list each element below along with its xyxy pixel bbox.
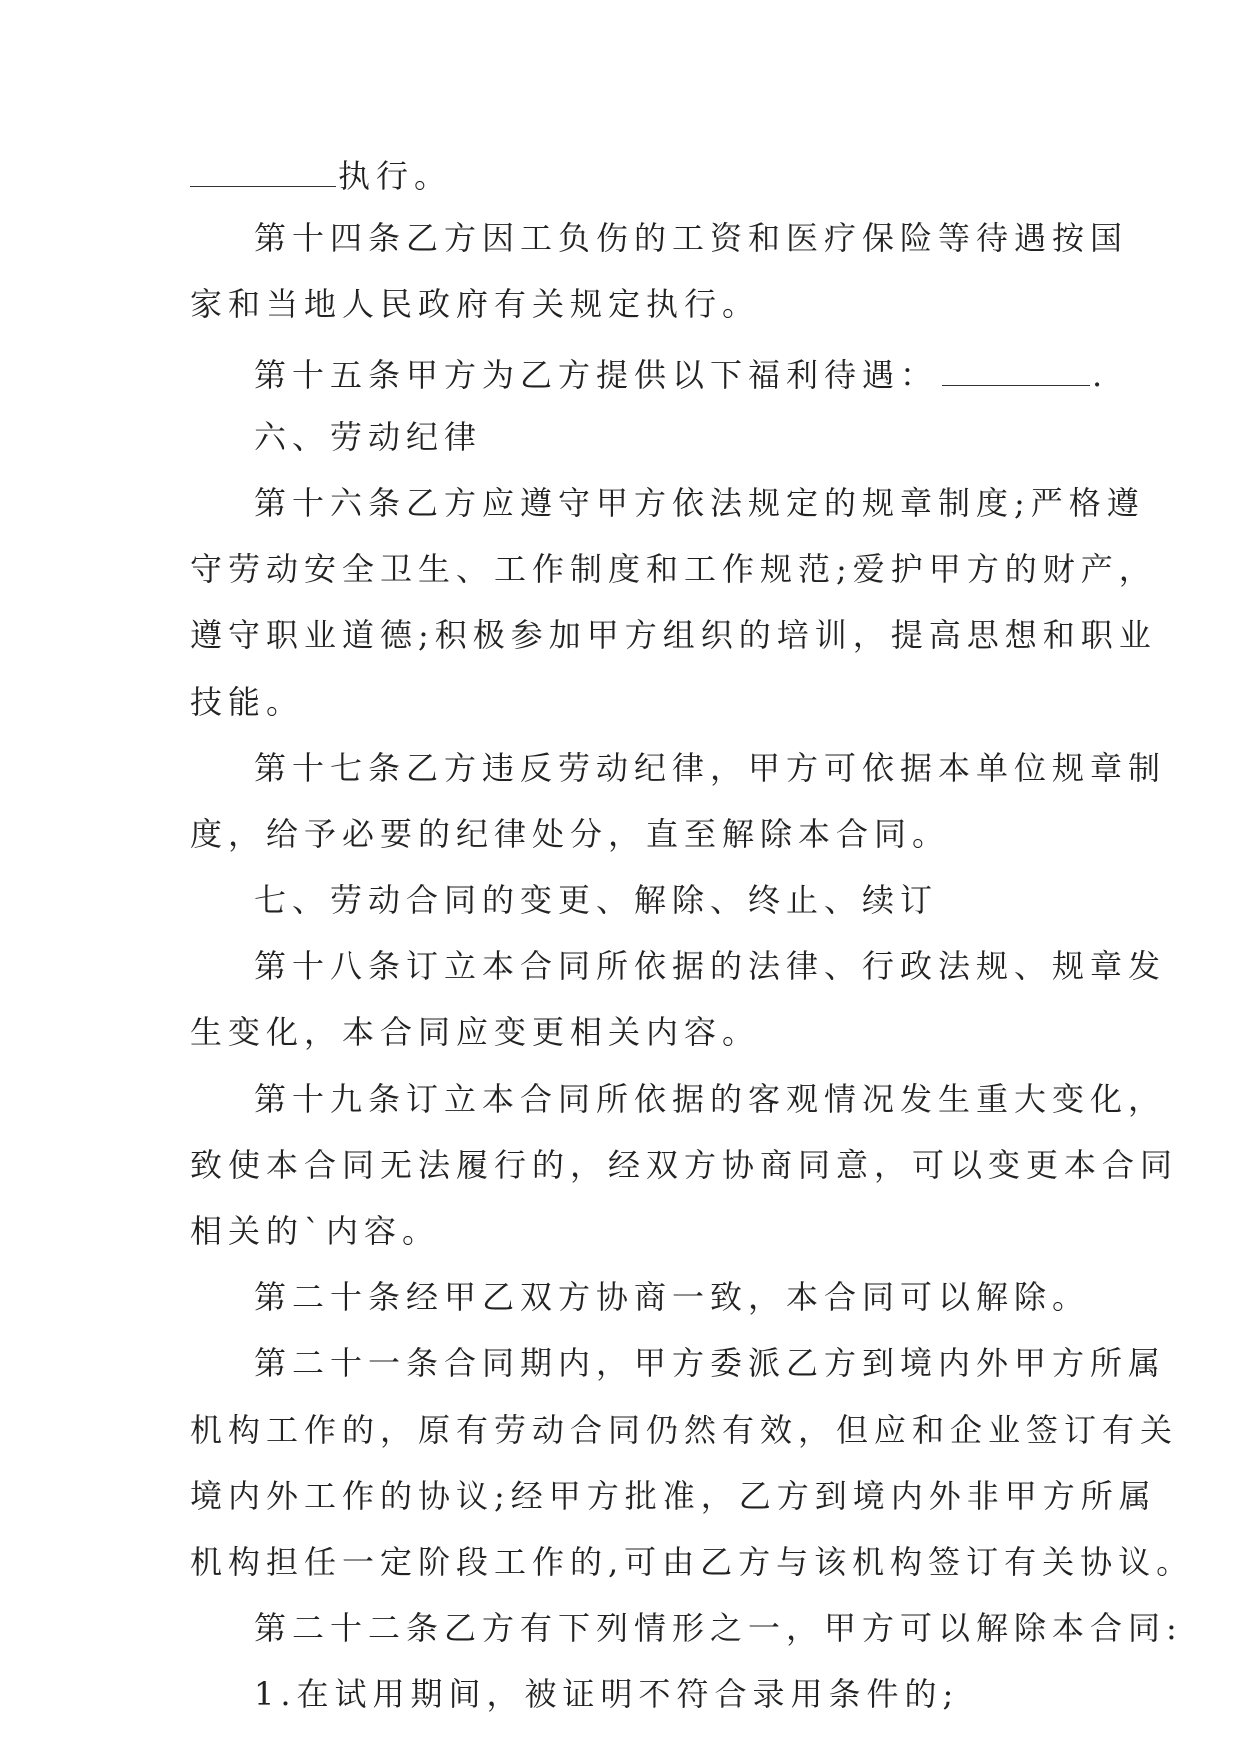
section-heading-6 (190, 417, 1060, 456)
document-body (190, 156, 1195, 1745)
article-19-line-3 (190, 1212, 1060, 1250)
line-text: 第十九条订立本合同所依据的客观情况发生重大变化， (254, 1079, 1167, 1118)
article-16-line-1 (190, 483, 1145, 522)
line-text: 家和当地人民政府有关规定执行。 (190, 285, 761, 324)
line-text: 生变化，本合同应变更相关内容。 (190, 1013, 761, 1052)
fill-in-blank (942, 355, 1090, 386)
article-19-line-1 (190, 1079, 1167, 1118)
line-text: 守劳动安全卫生、工作制度和工作规范;爱护甲方的财产， (190, 550, 1157, 589)
line-text: 第十七条乙方违反劳动纪律，甲方可依据本单位规章制 (254, 748, 1167, 787)
article-14-line-2 (190, 285, 1060, 324)
article-17-line-1 (190, 748, 1167, 787)
line-text: 第二十一条合同期内，甲方委派乙方到境内外甲方所属 (254, 1344, 1167, 1383)
line-text: 1.在试用期间，被证明不符合录用条件的; (254, 1675, 960, 1714)
article-15-line (190, 355, 1109, 394)
article-20-line (190, 1278, 1091, 1317)
article-16-line-3 (190, 616, 1157, 655)
line-text: 第十四条乙方因工负伤的工资和医疗保险等待遇按国 (254, 219, 1129, 258)
article-21-line-4 (190, 1542, 1195, 1581)
article-18-line-1 (190, 947, 1167, 986)
line-text: 机构工作的，原有劳动合同仍然有效，但应和企业签订有关 (190, 1410, 1179, 1449)
article-16-line-4 (190, 682, 1060, 721)
section-heading-text: 六、劳动纪律 (254, 417, 483, 456)
article-18-line-2 (190, 1013, 1060, 1052)
line-text: 度，给予必要的纪律处分，直至解除本合同。 (190, 814, 951, 853)
line-text: 相关的`内容。 (190, 1212, 441, 1250)
line-text: 机构担任一定阶段工作的,可由乙方与该机构签订有关协议。 (190, 1542, 1195, 1581)
line-text: 境内外工作的协议;经甲方批准，乙方到境内外非甲方所属 (190, 1476, 1157, 1515)
line-text: 第二十条经甲乙双方协商一致，本合同可以解除。 (254, 1278, 1091, 1317)
line-text: 第二十二条乙方有下列情形之一，甲方可以解除本合同: (254, 1609, 1183, 1648)
line-text: 遵守职业道德;积极参加甲方组织的培训，提高思想和职业 (190, 616, 1157, 655)
article-22-line (190, 1609, 1183, 1648)
article-19-line-2 (190, 1145, 1179, 1184)
fill-in-blank (190, 156, 336, 187)
line-text: 第十八条订立本合同所依据的法律、行政法规、规章发 (254, 947, 1167, 986)
line-text: 第十六条乙方应遵守甲方依法规定的规章制度;严格遵 (254, 483, 1145, 522)
line-text: 技能。 (190, 682, 305, 721)
article-21-line-3 (190, 1476, 1157, 1515)
article-21-line-1 (190, 1344, 1167, 1383)
section-heading-text: 七、劳动合同的变更、解除、终止、续订 (254, 881, 939, 920)
line-text: 第十五条甲方为乙方提供以下福利待遇： (254, 355, 939, 394)
article-14-line-1 (190, 219, 1129, 258)
article-17-line-2 (190, 814, 1060, 853)
article-16-line-2 (190, 550, 1157, 589)
section-heading-7 (190, 881, 1060, 920)
line-text: 执行。 (338, 157, 453, 195)
paragraph-line-1 (190, 156, 1060, 195)
trailing-period: . (1092, 355, 1109, 394)
list-item-1 (190, 1675, 1060, 1714)
article-21-line-2 (190, 1410, 1179, 1449)
line-text: 致使本合同无法履行的，经双方协商同意，可以变更本合同 (190, 1145, 1179, 1184)
